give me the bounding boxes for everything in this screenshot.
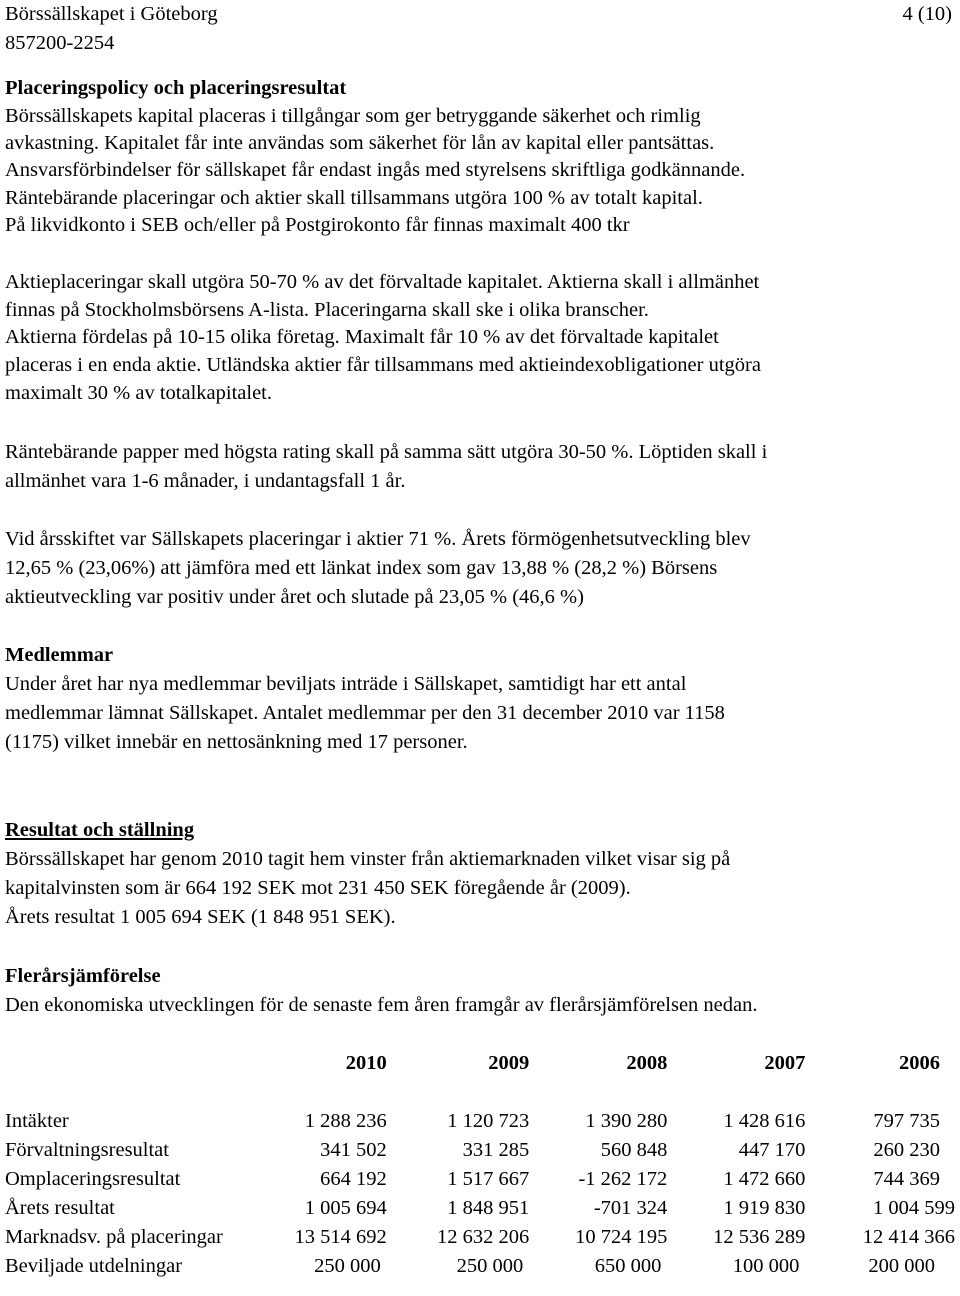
table-cell: 1 472 660 <box>723 1168 806 1190</box>
row-label: Omplaceringsresultat <box>5 1168 181 1190</box>
table-row <box>5 1136 955 1165</box>
table-header-cell: 2007 <box>764 1052 806 1074</box>
table-cell: 10 724 195 <box>575 1226 668 1248</box>
table-header-cell <box>5 1049 276 1078</box>
table-cell: 650 000 <box>594 1255 662 1277</box>
paragraph-line: 12,65 % (23,06%) att jämföra med ett länkat index som gav 13,88 % (28,2 %) Börsens <box>5 557 718 579</box>
section-heading-members: Medlemmar <box>5 644 114 666</box>
table-cell: 12 414 366 <box>862 1226 955 1248</box>
paragraph-line: Ansvarsförbindelser för sällskapet får endast ingås med styrelsens skriftliga godkännande. <box>5 159 746 181</box>
table-row <box>5 1252 955 1281</box>
paragraph-line: Räntebärande placeringar och aktier skall tillsammans utgöra 100 % av totalt kapital. <box>5 187 703 209</box>
table-row <box>5 1107 955 1136</box>
table-cell: -1 262 172 <box>578 1168 668 1190</box>
table-cell: 664 192 <box>320 1168 387 1190</box>
row-label: Beviljade utdelningar <box>5 1255 183 1277</box>
row-label: Marknadsv. på placeringar <box>5 1226 223 1248</box>
table-cell: 250 000 <box>314 1255 381 1277</box>
table-header-row <box>5 1049 955 1078</box>
paragraph-line: Vid årsskiftet var Sällskapets placeringar i aktier 71 %. Årets förmögenhetsutveckling blev <box>5 528 751 550</box>
paragraph-line: Aktieplaceringar skall utgöra 50-70 % av det förvaltade kapitalet. Aktierna skall i allmänhet <box>5 271 760 293</box>
table-row <box>5 1194 955 1223</box>
table-spacer <box>5 1078 955 1107</box>
table-cell: 1 848 951 <box>447 1197 530 1219</box>
table-cell: 1 120 723 <box>447 1110 530 1132</box>
table-cell: 1 390 280 <box>585 1110 668 1132</box>
org-number: 857200-2254 <box>5 32 115 54</box>
table-cell: 12 632 206 <box>436 1226 530 1248</box>
table-header-cell: 2006 <box>899 1052 940 1074</box>
table-header-cell: 2008 <box>626 1052 668 1074</box>
paragraph-line: Årets resultat 1 005 694 SEK (1 848 951 SEK). <box>5 906 396 928</box>
section-heading-placement: Placeringspolicy och placeringsresultat <box>5 77 347 99</box>
table-cell: 200 000 <box>868 1255 935 1277</box>
table-row <box>5 1165 955 1194</box>
table-row <box>5 1223 955 1252</box>
org-name: Börssällskapet i Göteborg <box>5 3 218 25</box>
table-header-cell: 2009 <box>488 1052 530 1074</box>
paragraph-line: På likvidkonto i SEB och/eller på Postgirokonto får finnas maximalt 400 tkr <box>5 214 630 236</box>
table-cell: 12 536 289 <box>713 1226 806 1248</box>
paragraph-line: medlemmar lämnat Sällskapet. Antalet medlemmar per den 31 december 2010 var 1158 <box>5 702 725 724</box>
table-cell: -701 324 <box>593 1197 668 1219</box>
paragraph-line: Aktierna fördelas på 10-15 olika företag. Maximalt får 10 % av det förvaltade kapitalet <box>5 326 719 348</box>
paragraph-line: Den ekonomiska utvecklingen för de senaste fem åren framgår av flerårsjämförelsen nedan. <box>5 994 758 1016</box>
table-cell: 100 000 <box>732 1255 800 1277</box>
paragraph-line: Börssällskapet har genom 2010 tagit hem vinster från aktiemarknaden vilket visar sig på <box>5 848 731 870</box>
table-cell: 1 005 694 <box>304 1197 387 1219</box>
table-cell: 1 288 236 <box>304 1110 387 1132</box>
paragraph-line: maximalt 30 % av totalkapitalet. <box>5 382 272 404</box>
table-cell: 13 514 692 <box>294 1226 387 1248</box>
table-cell: 560 848 <box>600 1139 668 1161</box>
table-cell: 1 004 599 <box>873 1197 955 1219</box>
table-cell: 744 369 <box>873 1168 940 1190</box>
table-cell: 260 230 <box>873 1139 940 1161</box>
table-cell: 341 502 <box>320 1139 387 1161</box>
table-spacer-row <box>5 1078 955 1107</box>
paragraph-line: Under året har nya medlemmar beviljats inträde i Sällskapet, samtidigt har ett antal <box>5 673 687 695</box>
paragraph-line: (1175) vilket innebär en nettosänkning med 17 personer. <box>5 731 468 753</box>
paragraph-line: Börssällskapets kapital placeras i tillgångar som ger betryggande säkerhet och rimlig <box>5 105 701 127</box>
table-cell: 1 919 830 <box>723 1197 806 1219</box>
paragraph-line: allmänhet vara 1-6 månader, i undantagsfall 1 år. <box>5 470 406 492</box>
table-cell: 250 000 <box>456 1255 524 1277</box>
paragraph-line: Räntebärande papper med högsta rating skall på samma sätt utgöra 30-50 %. Löptiden skall i <box>5 441 768 463</box>
table-header-cell: 2010 <box>345 1052 387 1074</box>
row-label: Intäkter <box>5 1110 69 1132</box>
table-cell: 797 735 <box>873 1110 940 1132</box>
table-cell: 331 285 <box>462 1139 530 1161</box>
table-cell: 447 170 <box>738 1139 806 1161</box>
paragraph-line: finnas på Stockholmsbörsens A-lista. Placeringarna skall ske i olika branscher. <box>5 299 649 321</box>
table-cell: 1 517 667 <box>447 1168 530 1190</box>
row-label: Förvaltningsresultat <box>5 1139 169 1161</box>
row-label: Årets resultat <box>5 1197 115 1219</box>
page-number: 4 (10) <box>902 3 952 25</box>
section-heading-comparison: Flerårsjämförelse <box>5 965 161 987</box>
comparison-table <box>5 1049 955 1281</box>
table-cell: 1 428 616 <box>723 1110 806 1132</box>
paragraph-line: kapitalvinsten som är 664 192 SEK mot 231 450 SEK föregående år (2009). <box>5 877 631 899</box>
paragraph-line: placeras i en enda aktie. Utländska aktier får tillsammans med aktieindexobligationer utgöra <box>5 354 761 376</box>
section-heading-results: Resultat och ställning <box>5 819 195 841</box>
paragraph-line: aktieutveckling var positiv under året och slutade på 23,05 % (46,6 %) <box>5 586 584 608</box>
paragraph-line: avkastning. Kapitalet får inte användas som säkerhet för lån av kapital eller pantsättas. <box>5 132 715 154</box>
